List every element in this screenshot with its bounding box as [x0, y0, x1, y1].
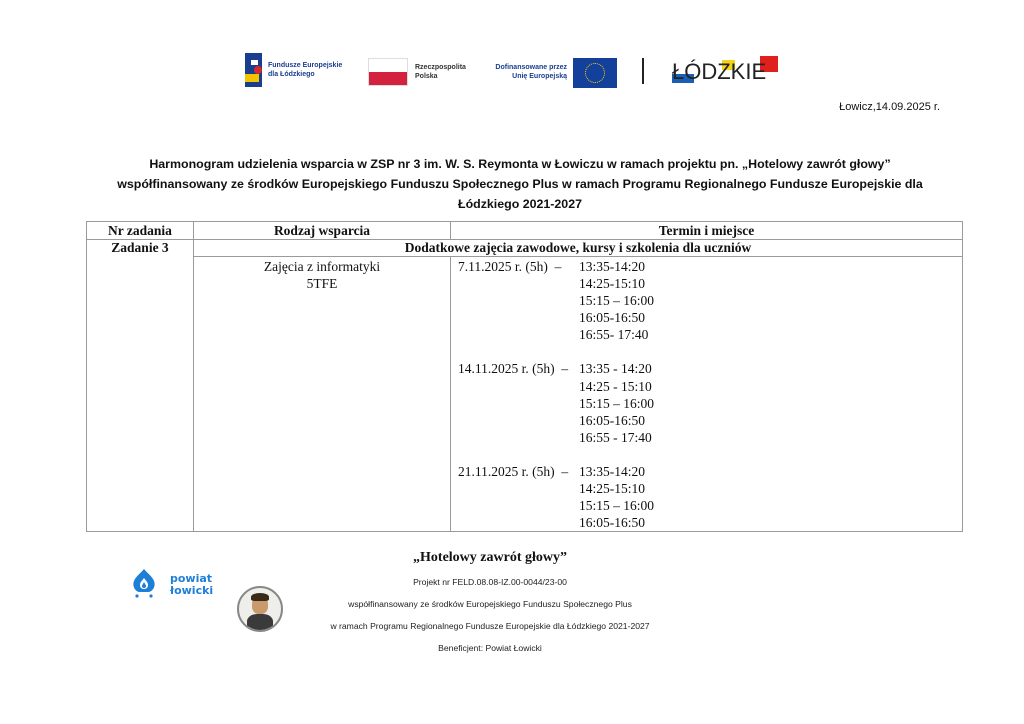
time-slot: 13:35 - 14:20: [579, 361, 652, 377]
class-name: 5TFE: [306, 276, 338, 291]
time-slot: 15:15 – 16:00: [579, 498, 655, 514]
document-title: [90, 154, 950, 214]
polish-flag-icon: [368, 58, 408, 86]
footer-programme: w ramach Programu Regionalnego Fundusze Europejskie dla Łódzkiego 2021-2027: [330, 621, 650, 631]
fundusze-europejskie-logo: [240, 52, 355, 90]
time-slot: 16:05-16:50: [579, 515, 645, 531]
eu-logo-line1: Dofinansowane przez: [495, 64, 567, 71]
fe-logo-line2: dla Łódzkiego: [268, 71, 315, 78]
time-slot: 13:35-14:20: [579, 259, 645, 274]
session-3: [458, 463, 962, 480]
time-slot: 14:25 - 15:10: [579, 378, 652, 394]
pl-logo-line2: Polska: [415, 73, 438, 80]
task-name: Dodatkowe zajęcia zawodowe, kursy i szkolenia dla uczniów: [194, 240, 963, 257]
time-slot: 16:05-16:50: [579, 310, 645, 326]
footer-project-info: [290, 548, 690, 654]
logo-divider: [642, 58, 644, 84]
task-row: [87, 240, 963, 257]
powiat-lowicki-logo: [128, 566, 218, 608]
header-task-number: Nr zadania: [87, 222, 194, 240]
header-support-type: Rodzaj wsparcia: [194, 222, 451, 240]
eu-logo-line2: Unię Europejską: [512, 73, 567, 80]
eu-cofinancing-logo: [485, 55, 620, 87]
document-date: Łowicz,14.09.2025 r.: [839, 101, 940, 113]
time-slot: 14:25-15:10: [579, 481, 645, 497]
school-seal-portrait-icon: [237, 586, 283, 632]
powiat-logo-line2: łowicki: [170, 584, 214, 597]
pl-logo-line1: Rzeczpospolita: [415, 64, 466, 71]
session-date: 14.11.2025 r. (5h) –: [458, 361, 569, 377]
rzeczpospolita-polska-logo: [368, 55, 478, 87]
fe-flag-icon: [245, 53, 262, 87]
title-line-3: Łódzkiego 2021-2027: [458, 197, 582, 211]
session-2: [458, 360, 962, 377]
time-slot: 14:25-15:10: [579, 276, 645, 292]
time-slot: 15:15 – 16:00: [579, 293, 655, 309]
lodzkie-logo: [670, 54, 785, 88]
time-slot: 15:15 – 16:00: [579, 395, 655, 411]
footer-project-name: „Hotelowy zawrót głowy”: [413, 550, 567, 565]
lodzkie-wordmark: ŁÓDZKIE: [672, 59, 767, 84]
session-date: 7.11.2025 r. (5h) –: [458, 259, 562, 274]
support-type-name: Zajęcia z informatyki: [263, 259, 381, 274]
title-line-2: współfinansowany ze środków Europejskiego Funduszu Społecznego Plus w ramach Programu Regionalnego Fundusze Europejskie dla: [117, 177, 923, 191]
task-number: Zadanie 3: [87, 240, 194, 532]
support-type-cell: [194, 257, 451, 532]
footer-cofinancing: współfinansowany ze środków Europejskiego Funduszu Społecznego Plus: [348, 599, 632, 609]
session-date: 21.11.2025 r. (5h) –: [458, 463, 569, 479]
flame-emblem-icon: [130, 568, 158, 598]
title-line-1: Harmonogram udzielenia wsparcia w ZSP nr 3 im. W. S. Reymonta w Łowiczu w ramach projektu pn. „Hotelowy zawrót głowy”: [149, 157, 891, 171]
schedule-table: [86, 221, 963, 532]
header-date-place: Termin i miejsce: [451, 222, 963, 240]
powiat-logo-line1: powiat: [170, 572, 213, 585]
time-slot: 16:05-16:50: [579, 412, 645, 428]
time-slot: 16:55 - 17:40: [579, 429, 652, 445]
footer-beneficiary: Beneficjent: Powiat Łowicki: [438, 643, 542, 653]
time-slot: 13:35-14:20: [579, 463, 645, 479]
fe-logo-line1: Fundusze Europejskie: [268, 62, 343, 69]
schedule-cell: [451, 257, 963, 532]
table-header-row: [87, 222, 963, 240]
eu-flag-icon: [573, 58, 617, 88]
time-slot: 16:55- 17:40: [579, 327, 649, 343]
logo-bar: [240, 50, 785, 92]
table-row: [87, 257, 963, 532]
session-1: [458, 258, 962, 275]
footer-project-number: Projekt nr FELD.08.08-IZ.00-0044/23-00: [413, 577, 567, 587]
